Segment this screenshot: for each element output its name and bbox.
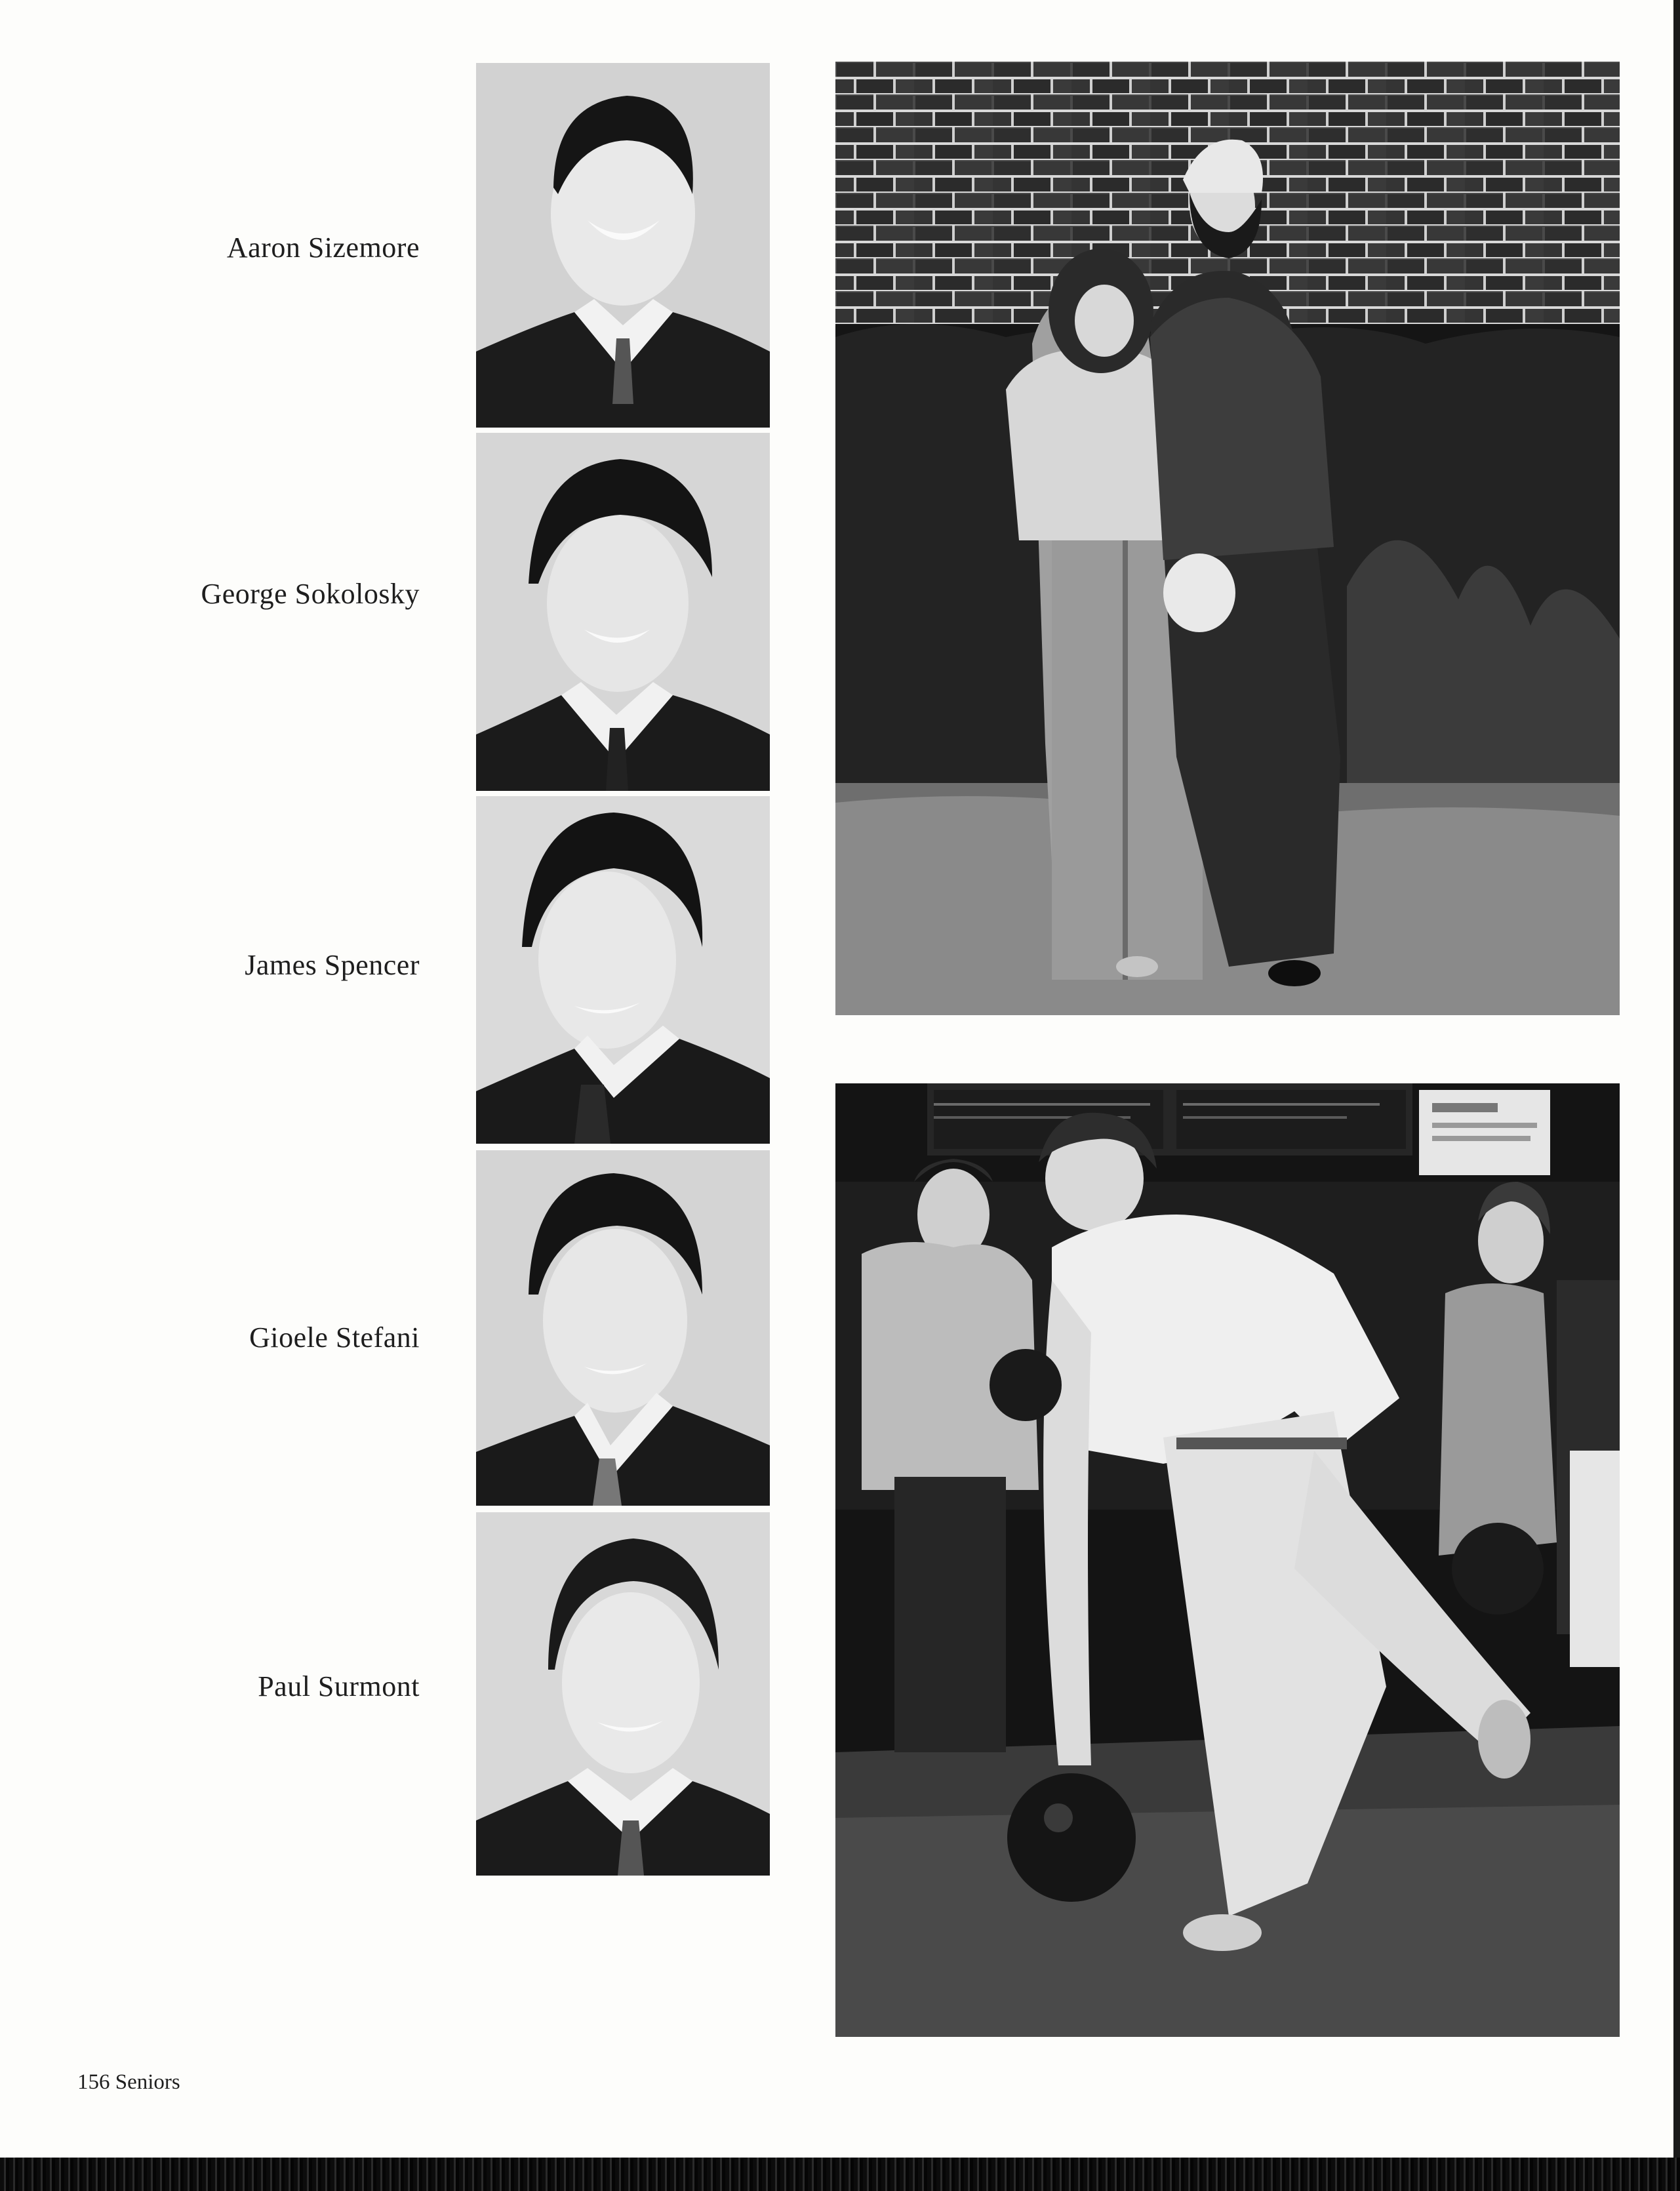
senior-name-1: Aaron Sizemore <box>226 231 420 264</box>
senior-name-2: George Sokolosky <box>201 578 420 610</box>
senior-portrait-4 <box>476 1150 770 1506</box>
scan-edge-bottom <box>0 2158 1680 2191</box>
senior-name-3: James Spencer <box>245 949 420 981</box>
senior-portrait-1 <box>476 63 770 428</box>
scan-edge-right <box>1673 0 1680 2191</box>
bowling-photo <box>835 1083 1620 2037</box>
senior-name-5: Paul Surmont <box>258 1670 420 1702</box>
senior-name-4: Gioele Stefani <box>249 1321 420 1354</box>
senior-portrait-2 <box>476 433 770 791</box>
page-footer: 156 Seniors <box>77 2070 180 2094</box>
couple-photo <box>835 62 1620 1015</box>
senior-portrait-5 <box>476 1512 770 1876</box>
senior-portrait-3 <box>476 796 770 1144</box>
